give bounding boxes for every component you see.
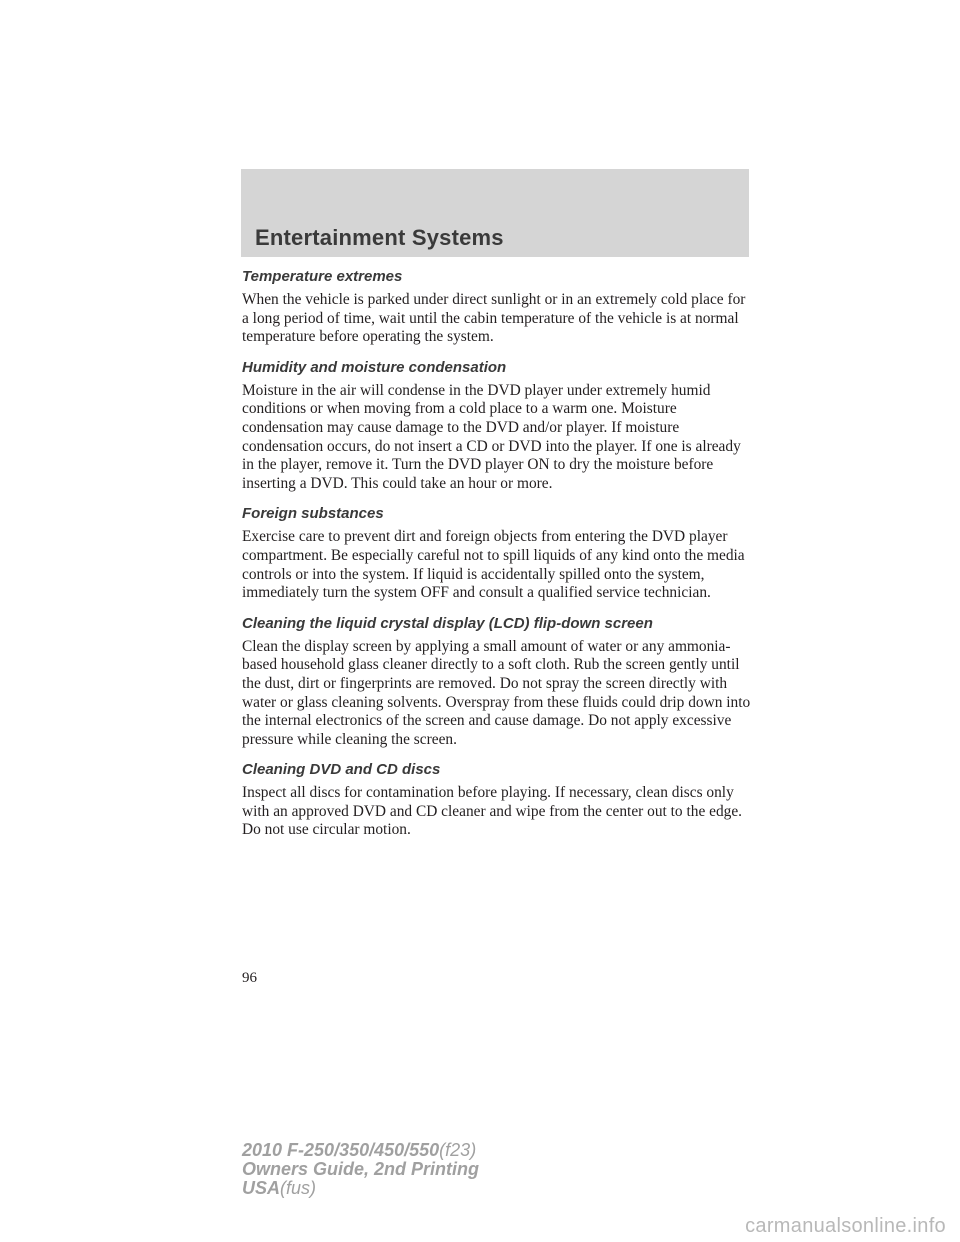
heading-cleaning-lcd: Cleaning the liquid crystal display (LCD) flip-down screen bbox=[242, 614, 653, 632]
heading-temperature-extremes: Temperature extremes bbox=[242, 268, 403, 285]
paragraph-temperature-extremes: When the vehicle is parked under direct sunlight or in an extremely cold place for a long period of time, wait until the cabin temperature of the vehicle is at normal temperature before operating the system. bbox=[242, 291, 746, 346]
footer-model: 2010 F-250/350/450/550 bbox=[242, 1140, 440, 1160]
footer-guide-line: Owners Guide, 2nd Printing bbox=[242, 1159, 480, 1179]
heading-humidity-condensation: Humidity and moisture condensation bbox=[242, 358, 507, 376]
paragraph-cleaning-lcd: Clean the display screen by applying a small amount of water or any ammonia-based household glass cleaner directly to a soft cloth. Rub the screen gently until the dust, dirt or fingerprints are removed. Do not spray the screen directly with water or glass cleaning solvents. Overspray from these fluids could drip down into the internal electronics of the screen and cause damage. Do not apply excessive pressure while cleaning the screen. bbox=[242, 637, 751, 748]
paragraph-cleaning-discs: Inspect all discs for contamination before playing. If necessary, clean discs only with an approved DVD and CD cleaner and wipe from the center out to the edge. Do not use circular motion. bbox=[242, 784, 743, 839]
document-footer bbox=[242, 1141, 479, 1198]
footer-model-line bbox=[242, 1141, 479, 1160]
footer-model-code: (f23) bbox=[439, 1140, 477, 1160]
footer-market-code: (fus) bbox=[280, 1178, 317, 1198]
section-title: Entertainment Systems bbox=[255, 225, 504, 250]
footer-market: USA bbox=[242, 1178, 281, 1198]
paragraph-humidity-condensation: Moisture in the air will condense in the DVD player under extremely humid conditions or when moving from a cold place to a warm one. Moisture condensation may cause damage to the DVD and/or player. If moisture condensation occurs, do not insert a CD or DVD into the player. If one is already in the player, remove it. Turn the DVD player ON to dry the moisture before inserting a DVD. This could take an hour or more. bbox=[242, 381, 741, 492]
page-number: 96 bbox=[242, 970, 257, 986]
watermark-link[interactable]: carmanualsonline.info bbox=[745, 1215, 946, 1237]
page-content bbox=[242, 266, 754, 850]
footer-market-line bbox=[242, 1179, 479, 1198]
heading-cleaning-discs: Cleaning DVD and CD discs bbox=[242, 761, 441, 779]
paragraph-foreign-substances: Exercise care to prevent dirt and foreign objects from entering the DVD player compartment. Be especially careful not to spill liquids of any kind onto the media controls or into the system. If liquid is accidentally spilled onto the system, immediately turn the system OFF and consult a qualified service technician. bbox=[242, 528, 745, 602]
heading-foreign-substances: Foreign substances bbox=[242, 505, 384, 523]
section-header-band bbox=[241, 169, 749, 257]
